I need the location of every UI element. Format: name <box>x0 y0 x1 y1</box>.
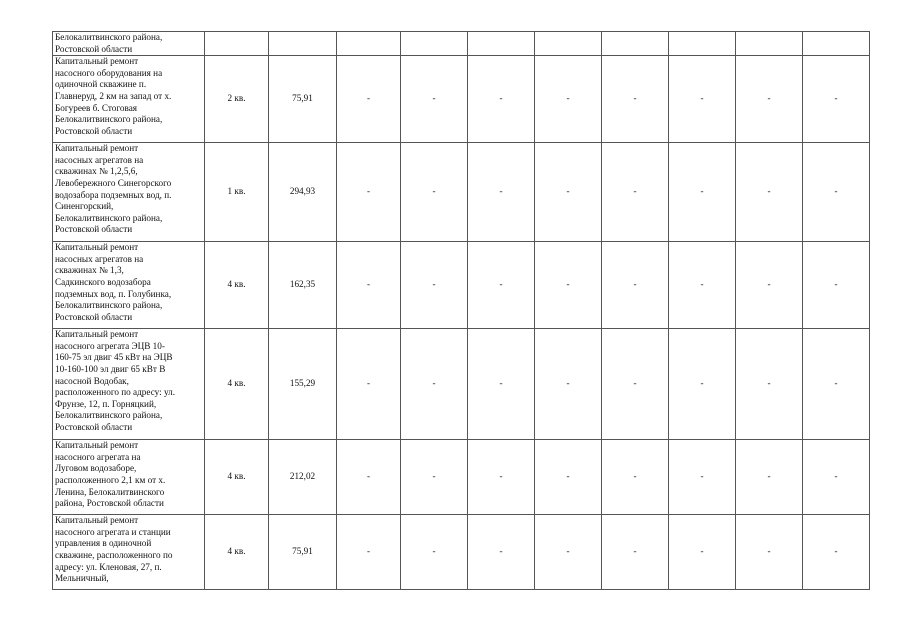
quarter-cell <box>205 32 269 56</box>
value-cell: - <box>337 143 401 242</box>
table-row <box>53 242 870 329</box>
value-cell: - <box>535 440 602 515</box>
amount-cell: 75,91 <box>269 56 337 143</box>
value-cell <box>602 32 669 56</box>
value-cell: - <box>468 56 535 143</box>
value-cell: - <box>736 440 803 515</box>
value-cell: - <box>803 56 870 143</box>
table-row <box>53 32 870 56</box>
value-cell: - <box>401 515 468 590</box>
value-cell: - <box>803 440 870 515</box>
value-cell: - <box>602 143 669 242</box>
quarter-cell: 4 кв. <box>205 242 269 329</box>
value-cell: - <box>535 515 602 590</box>
works-table <box>52 31 870 590</box>
work-description-cell: Белокалитвинского района, Ростовской области <box>53 32 205 56</box>
value-cell: - <box>337 329 401 440</box>
value-cell <box>803 32 870 56</box>
value-cell: - <box>401 56 468 143</box>
value-cell: - <box>602 440 669 515</box>
value-cell <box>468 32 535 56</box>
value-cell: - <box>401 242 468 329</box>
value-cell: - <box>535 56 602 143</box>
work-description-cell: Капитальный ремонт насосного агрегата и станции управления в одиночной скважине, расположенного по адресу: ул. Кленовая, 27, п. Мельничный, <box>53 515 205 590</box>
amount-cell: 294,93 <box>269 143 337 242</box>
quarter-cell: 2 кв. <box>205 56 269 143</box>
value-cell: - <box>669 440 736 515</box>
table-row <box>53 440 870 515</box>
value-cell: - <box>803 329 870 440</box>
work-description-cell: Капитальный ремонт насосного агрегата на Луговом водозаборе, расположенного 2,1 км от х. Ленина, Белокалитвинского района, Ростовской области <box>53 440 205 515</box>
value-cell: - <box>337 515 401 590</box>
table-row <box>53 143 870 242</box>
value-cell: - <box>736 515 803 590</box>
value-cell: - <box>468 329 535 440</box>
value-cell <box>401 32 468 56</box>
value-cell: - <box>468 515 535 590</box>
value-cell: - <box>535 329 602 440</box>
value-cell: - <box>669 143 736 242</box>
value-cell <box>736 32 803 56</box>
quarter-cell: 4 кв. <box>205 440 269 515</box>
quarter-cell: 4 кв. <box>205 515 269 590</box>
quarter-cell: 1 кв. <box>205 143 269 242</box>
table-row <box>53 329 870 440</box>
value-cell: - <box>602 242 669 329</box>
value-cell: - <box>468 143 535 242</box>
value-cell: - <box>401 440 468 515</box>
value-cell: - <box>669 242 736 329</box>
table-body <box>53 32 870 590</box>
value-cell: - <box>736 56 803 143</box>
work-description-cell: Капитальный ремонт насосного агрегата ЭЦВ 10- 160-75 эл двиг 45 кВт на ЭЦВ 10-160-100 эл двиг 65 кВт В насосной Водобак, расположенного по адресу: ул. Фрунзе, 12, п. Горняцкий, Белокалитвинского района, Ростовской области <box>53 329 205 440</box>
value-cell: - <box>803 242 870 329</box>
value-cell: - <box>535 242 602 329</box>
value-cell: - <box>337 56 401 143</box>
value-cell: - <box>669 515 736 590</box>
value-cell: - <box>736 329 803 440</box>
value-cell: - <box>736 143 803 242</box>
value-cell <box>669 32 736 56</box>
value-cell: - <box>401 329 468 440</box>
table-row <box>53 515 870 590</box>
table-row <box>53 56 870 143</box>
value-cell: - <box>669 56 736 143</box>
work-description-cell: Капитальный ремонт насосных агрегатов на скважинах № 1,3, Садкинского водозабора подземных вод, п. Голубинка, Белокалитвинского района, Ростовской области <box>53 242 205 329</box>
quarter-cell: 4 кв. <box>205 329 269 440</box>
amount-cell: 75,91 <box>269 515 337 590</box>
value-cell: - <box>468 242 535 329</box>
value-cell: - <box>337 440 401 515</box>
amount-cell: 155,29 <box>269 329 337 440</box>
work-description-cell: Капитальный ремонт насосного оборудования на одиночной скважине п. Главнеруд, 2 км на запад от х. Богуреев б. Стоговая Белокалитвинского района, Ростовской области <box>53 56 205 143</box>
value-cell: - <box>602 515 669 590</box>
value-cell: - <box>337 242 401 329</box>
value-cell <box>535 32 602 56</box>
value-cell: - <box>736 242 803 329</box>
value-cell: - <box>803 515 870 590</box>
value-cell <box>337 32 401 56</box>
amount-cell <box>269 32 337 56</box>
value-cell: - <box>669 329 736 440</box>
value-cell: - <box>401 143 468 242</box>
work-description-cell: Капитальный ремонт насосных агрегатов на скважинах № 1,2,5,6, Левобережного Синегорского водозабора подземных вод, п. Синенгорский, Белокалитвинского района, Ростовской области <box>53 143 205 242</box>
value-cell: - <box>803 143 870 242</box>
amount-cell: 212,02 <box>269 440 337 515</box>
value-cell: - <box>468 440 535 515</box>
value-cell: - <box>535 143 602 242</box>
value-cell: - <box>602 329 669 440</box>
amount-cell: 162,35 <box>269 242 337 329</box>
value-cell: - <box>602 56 669 143</box>
